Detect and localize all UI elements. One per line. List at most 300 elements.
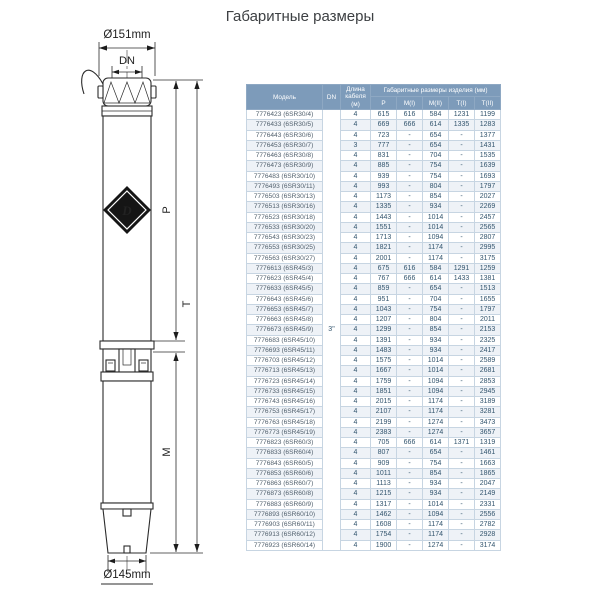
cell-value: 705 [371,438,397,448]
cell-value: - [397,181,423,191]
cell-value: - [397,417,423,427]
cell-value: 4 [341,243,371,253]
cell-value: 951 [371,294,397,304]
header-dn: DN [323,85,341,110]
cell-model: 7776503 (6SR30/13) [247,192,323,202]
cell-value: 2556 [475,509,501,519]
cell-model: 7776623 (6SR45/4) [247,274,323,284]
cell-value: 4 [341,161,371,171]
cell-value: 1014 [423,212,449,222]
cell-value: - [397,397,423,407]
cell-value: 1381 [475,274,501,284]
cell-value: - [449,161,475,171]
cell-value: 4 [341,110,371,120]
cell-value: 1094 [423,233,449,243]
cell-value: - [449,520,475,530]
cell-value: 1335 [449,120,475,130]
cell-value: - [449,540,475,550]
table-row [247,202,501,212]
cell-value: - [449,489,475,499]
cell-value: 654 [423,130,449,140]
cell-value: 654 [423,284,449,294]
cell-value: 4 [341,253,371,263]
cell-value: 804 [423,181,449,191]
cell-value: 4 [341,222,371,232]
cell-value: 2047 [475,479,501,489]
cell-value: 934 [423,202,449,212]
cell-value: 2107 [371,407,397,417]
cell-value: - [449,222,475,232]
cell-value: 2153 [475,325,501,335]
cell-value: 4 [341,274,371,284]
cell-value: 723 [371,130,397,140]
cell-model: 7776693 (6SR45/11) [247,345,323,355]
cell-value: - [397,151,423,161]
cell-value: 934 [423,479,449,489]
table-row [247,130,501,140]
cell-value: 1535 [475,151,501,161]
table-row [247,458,501,468]
cell-value: 1174 [423,407,449,417]
cell-value: - [397,520,423,530]
cell-value: 1693 [475,171,501,181]
cell-value: - [449,356,475,366]
cell-value: 1462 [371,509,397,519]
cell-value: 3 [341,140,371,150]
cell-value: 1094 [423,386,449,396]
cell-value: 1575 [371,356,397,366]
cell-value: 1461 [475,448,501,458]
brand-logo-letter: D [122,203,132,218]
cell-value: 934 [423,489,449,499]
cell-value: - [449,458,475,468]
cell-value: - [449,140,475,150]
dim-t-label: T [181,300,193,308]
cell-value: 4 [341,171,371,181]
cell-value: 4 [341,192,371,202]
cell-model: 7776533 (6SR30/20) [247,222,323,232]
cell-value: 1663 [475,458,501,468]
cell-model: 7776893 (6SR60/10) [247,509,323,519]
cell-value: - [397,315,423,325]
cell-value: - [397,253,423,263]
cell-model: 7776473 (6SR30/9) [247,161,323,171]
cell-value: 615 [371,110,397,120]
cell-value: 1865 [475,468,501,478]
cell-value: - [397,294,423,304]
cell-value: 4 [341,120,371,130]
cell-value: 2417 [475,345,501,355]
header-dim-m2: М(II) [423,97,449,110]
cell-value: 2383 [371,427,397,437]
table-row [247,181,501,191]
table-row [247,284,501,294]
cell-value: 2807 [475,233,501,243]
table-row [247,243,501,253]
cell-value: - [449,192,475,202]
table-row [247,222,501,232]
table-row [247,407,501,417]
cell-value: 1113 [371,479,397,489]
cell-value: 854 [423,325,449,335]
cell-value: 1174 [423,243,449,253]
cell-value: 1174 [423,253,449,263]
cell-value: - [397,427,423,437]
cell-value: 4 [341,509,371,519]
cell-value: 4 [341,345,371,355]
cell-value: - [449,304,475,314]
cell-model: 7776523 (6SR30/18) [247,212,323,222]
cell-value: 885 [371,161,397,171]
table-row [247,520,501,530]
cell-value: - [449,397,475,407]
cell-value: 1639 [475,161,501,171]
table-row [247,376,501,386]
bottom-diameter-label: Ø145mm [103,569,151,581]
cell-value: 777 [371,140,397,150]
cell-value: - [449,509,475,519]
cell-model: 7776673 (6SR45/9) [247,325,323,335]
cell-model: 7776723 (6SR45/14) [247,376,323,386]
cell-value: 2457 [475,212,501,222]
cell-value: 4 [341,540,371,550]
cell-value: - [449,284,475,294]
cell-model: 7776903 (6SR60/11) [247,520,323,530]
cell-model: 7776833 (6SR60/4) [247,448,323,458]
cell-value: 3657 [475,427,501,437]
cell-value: 1443 [371,212,397,222]
cell-value: 854 [423,468,449,478]
cell-value: 4 [341,304,371,314]
cell-value: - [397,202,423,212]
table-row [247,530,501,540]
cell-value: 2269 [475,202,501,212]
cell-value: 939 [371,171,397,181]
cell-value: 4 [341,397,371,407]
cell-value: - [397,468,423,478]
cell-value: 4 [341,263,371,273]
cell-value: 4 [341,458,371,468]
cell-value: 754 [423,458,449,468]
table-row [247,356,501,366]
cell-value: 1551 [371,222,397,232]
cell-value: 1371 [449,438,475,448]
cell-value: 4 [341,468,371,478]
table-row [247,192,501,202]
cell-dn-value: 3" [323,110,341,551]
cell-model: 7776853 (6SR60/6) [247,468,323,478]
cell-value: 804 [423,315,449,325]
header-dim-t2: Т(II) [475,97,501,110]
cell-value: 4 [341,376,371,386]
cell-value: 1391 [371,335,397,345]
table-row [247,120,501,130]
cell-value: - [397,509,423,519]
cell-model: 7776713 (6SR45/13) [247,366,323,376]
cell-value: 2928 [475,530,501,540]
cell-value: 666 [397,438,423,448]
cell-value: 993 [371,181,397,191]
cell-value: 1231 [449,110,475,120]
cell-value: 934 [423,335,449,345]
cell-model: 7776613 (6SR45/3) [247,263,323,273]
cell-value: 4 [341,407,371,417]
cell-value: 584 [423,110,449,120]
cell-value: 1900 [371,540,397,550]
table-row [247,233,501,243]
dimensions-table [246,84,501,551]
cell-value: 2589 [475,356,501,366]
cell-value: 4 [341,366,371,376]
table-row [247,140,501,150]
cell-value: 4 [341,479,371,489]
cell-value: 1014 [423,222,449,232]
cell-value: 4 [341,202,371,212]
table-row [247,489,501,499]
cell-value: 1667 [371,366,397,376]
table-row [247,366,501,376]
cell-value: 4 [341,427,371,437]
cell-value: 1043 [371,304,397,314]
cell-value: 2011 [475,315,501,325]
table-row [247,345,501,355]
cell-model: 7776433 (6SR30/5) [247,120,323,130]
cell-value: 1433 [449,274,475,284]
cell-value: - [397,171,423,181]
cell-value: - [449,202,475,212]
dim-arrow-right-icon [147,45,155,50]
cell-value: 1797 [475,181,501,191]
cell-value: 4 [341,356,371,366]
cell-model: 7776763 (6SR45/18) [247,417,323,427]
dim-arrow-left-icon [99,45,107,50]
cell-value: - [397,212,423,222]
cell-value: - [449,171,475,181]
cell-value: 4 [341,335,371,345]
cell-value: 1377 [475,130,501,140]
cell-value: 1317 [371,499,397,509]
cell-value: - [397,192,423,202]
cell-model: 7776643 (6SR45/6) [247,294,323,304]
cell-value: 859 [371,284,397,294]
cell-value: 3473 [475,417,501,427]
cell-value: 2001 [371,253,397,263]
cell-value: 831 [371,151,397,161]
cell-model: 7776703 (6SR45/12) [247,356,323,366]
cell-value: 1513 [475,284,501,294]
cell-value: 4 [341,284,371,294]
cell-value: 2681 [475,366,501,376]
cell-value: 614 [423,274,449,284]
cell-value: - [397,489,423,499]
cell-value: 854 [423,192,449,202]
cell-value: 1851 [371,386,397,396]
cell-value: - [449,468,475,478]
cell-value: - [449,130,475,140]
cell-value: 4 [341,499,371,509]
cell-value: 654 [423,140,449,150]
cell-value: 1319 [475,438,501,448]
cell-value: - [449,499,475,509]
cell-value: 754 [423,171,449,181]
cell-value: 1299 [371,325,397,335]
cell-value: - [449,427,475,437]
cell-value: 1094 [423,509,449,519]
cell-value: 1173 [371,192,397,202]
cell-value: - [449,233,475,243]
cell-value: 1014 [423,499,449,509]
cell-value: 3189 [475,397,501,407]
cell-value: - [449,294,475,304]
cell-value: - [397,284,423,294]
cell-value: 654 [423,448,449,458]
cell-value: - [449,151,475,161]
cell-value: 1174 [423,397,449,407]
cell-value: - [449,417,475,427]
cell-model: 7776663 (6SR45/8) [247,315,323,325]
outlet-dn-label: DN [119,55,135,67]
cell-value: - [449,448,475,458]
cell-model: 7776913 (6SR60/12) [247,530,323,540]
cell-value: 1759 [371,376,397,386]
cell-value: 934 [423,345,449,355]
cell-value: 1754 [371,530,397,540]
cell-value: 754 [423,161,449,171]
cell-value: - [397,540,423,550]
cell-value: 3174 [475,540,501,550]
header-cable-length: Длина кабеля (м) [341,85,371,110]
table-row [247,325,501,335]
table-row [247,274,501,284]
cell-value: 4 [341,530,371,540]
cell-value: 4 [341,151,371,161]
cell-value: - [449,243,475,253]
cell-value: 2782 [475,520,501,530]
table-row [247,151,501,161]
table-row [247,427,501,437]
table-header [247,85,501,110]
cell-value: 4 [341,417,371,427]
table-row [247,468,501,478]
cell-value: - [397,530,423,540]
page-title: Габаритные размеры [225,8,375,25]
cell-value: 1483 [371,345,397,355]
cell-value: - [397,140,423,150]
cell-model: 7776873 (6SR60/8) [247,489,323,499]
table-row [247,304,501,314]
cell-value: 4 [341,181,371,191]
table-row [247,509,501,519]
cell-value: 1335 [371,202,397,212]
cell-value: - [397,407,423,417]
cell-value: 4 [341,294,371,304]
cell-value: 4 [341,233,371,243]
cell-value: 2015 [371,397,397,407]
cell-value: 2325 [475,335,501,345]
cell-value: 1014 [423,356,449,366]
dim-p-label: P [161,206,173,214]
cell-model: 7776493 (6SR30/11) [247,181,323,191]
cell-value: 675 [371,263,397,273]
cell-value: - [397,479,423,489]
cell-value: 2565 [475,222,501,232]
cell-value: 666 [397,274,423,284]
cell-value: - [449,345,475,355]
cell-value: - [449,530,475,540]
cell-model: 7776733 (6SR45/15) [247,386,323,396]
cell-value: 4 [341,212,371,222]
cell-value: - [397,386,423,396]
cell-value: 704 [423,294,449,304]
cell-model: 7776883 (6SR60/9) [247,499,323,509]
cell-value: 1207 [371,315,397,325]
cell-value: 614 [423,120,449,130]
cell-value: 1608 [371,520,397,530]
cell-value: - [397,222,423,232]
cell-value: - [449,366,475,376]
cell-value: 1291 [449,263,475,273]
dim-m-label: M [161,447,173,457]
cell-value: - [397,304,423,314]
cell-value: 1094 [423,376,449,386]
cell-model: 7776633 (6SR45/5) [247,284,323,294]
cell-value: 767 [371,274,397,284]
header-dim-m1: М(I) [397,97,423,110]
cell-value: - [397,345,423,355]
cell-value: 4 [341,520,371,530]
cell-value: 1431 [475,140,501,150]
table-row [247,479,501,489]
top-diameter-label: Ø151mm [103,29,151,41]
cell-value: 1259 [475,263,501,273]
cell-value: - [397,325,423,335]
header-dim-p: Р [371,97,397,110]
cell-value: 1274 [423,427,449,437]
cell-value: 2199 [371,417,397,427]
cell-value: 1215 [371,489,397,499]
cell-model: 7776773 (6SR45/19) [247,427,323,437]
cell-value: - [397,233,423,243]
cell-value: - [449,325,475,335]
cell-model: 7776553 (6SR30/25) [247,243,323,253]
cell-value: 1011 [371,468,397,478]
cell-value: 2331 [475,499,501,509]
cell-model: 7776753 (6SR45/17) [247,407,323,417]
cell-value: 4 [341,386,371,396]
cell-model: 7776423 (6SR30/4) [247,110,323,120]
table-row [247,386,501,396]
cell-value: - [449,407,475,417]
cell-model: 7776563 (6SR30/27) [247,253,323,263]
cell-value: - [397,161,423,171]
cell-model: 7776683 (6SR45/10) [247,335,323,345]
cell-value: 807 [371,448,397,458]
cell-value: 616 [397,110,423,120]
table-row [247,263,501,273]
cell-value: - [449,315,475,325]
cell-value: 3175 [475,253,501,263]
pump-dimension-drawing [0,0,230,600]
cell-model: 7776823 (6SR60/3) [247,438,323,448]
cell-model: 7776543 (6SR30/23) [247,233,323,243]
cell-value: - [449,376,475,386]
cell-value: - [397,448,423,458]
cell-value: 2945 [475,386,501,396]
cell-value: - [397,458,423,468]
cell-value: 4 [341,448,371,458]
cell-value: 669 [371,120,397,130]
cell-value: 2853 [475,376,501,386]
